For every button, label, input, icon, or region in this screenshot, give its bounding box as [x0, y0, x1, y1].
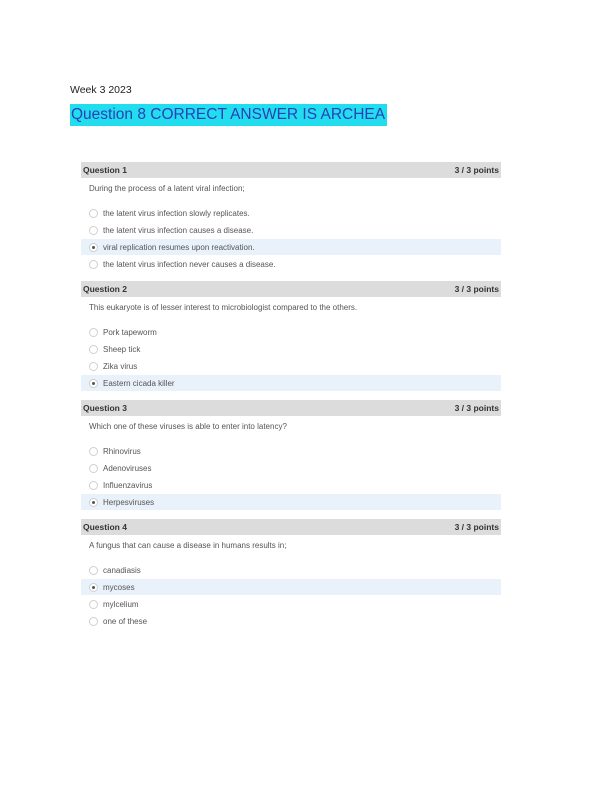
answer-option[interactable] [81, 239, 501, 255]
answer-option-label: mycoses [103, 582, 135, 592]
question-text: During the process of a latent viral infection; [89, 184, 245, 193]
radio-button-icon[interactable] [89, 226, 98, 235]
answer-option[interactable] [81, 205, 501, 221]
quiz-results [81, 162, 501, 638]
radio-button-icon[interactable] [89, 583, 98, 592]
question-header [81, 519, 501, 535]
answer-option[interactable] [81, 341, 501, 357]
answer-option[interactable] [81, 477, 501, 493]
answer-option[interactable] [81, 460, 501, 476]
question-title: Question 3 [83, 403, 127, 413]
answer-option-label: the latent virus infection slowly replicates. [103, 208, 250, 218]
answer-option-label: Zika virus [103, 361, 138, 371]
radio-button-icon[interactable] [89, 566, 98, 575]
radio-button-icon[interactable] [89, 379, 98, 388]
question-title: Question 2 [83, 284, 127, 294]
question-title: Question 4 [83, 522, 127, 532]
question-block [81, 400, 501, 510]
radio-button-icon[interactable] [89, 481, 98, 490]
radio-button-icon[interactable] [89, 362, 98, 371]
answer-option[interactable] [81, 358, 501, 374]
answer-option[interactable] [81, 494, 501, 510]
radio-button-icon[interactable] [89, 600, 98, 609]
answer-option-label: viral replication resumes upon reactivation. [103, 242, 255, 252]
question-block [81, 519, 501, 629]
answer-option-label: one of these [103, 616, 148, 626]
radio-button-icon[interactable] [89, 464, 98, 473]
answer-option[interactable] [81, 443, 501, 459]
answer-option-label: mylcelium [103, 599, 139, 609]
question-text: Which one of these viruses is able to enter into latency? [89, 422, 287, 431]
radio-button-icon[interactable] [89, 209, 98, 218]
radio-button-icon[interactable] [89, 243, 98, 252]
radio-dot-icon [92, 382, 95, 385]
question-points: 3 / 3 points [454, 165, 499, 175]
week-label: Week 3 2023 [70, 84, 132, 96]
radio-dot-icon [92, 501, 95, 504]
answer-option-label: Pork tapeworm [103, 327, 157, 337]
answer-option-label: Rhinovirus [103, 446, 141, 456]
radio-dot-icon [92, 586, 95, 589]
answer-option[interactable] [81, 613, 501, 629]
answer-options [81, 443, 501, 510]
answer-option[interactable] [81, 562, 501, 578]
radio-button-icon[interactable] [89, 447, 98, 456]
answer-option-label: the latent virus infection causes a disease. [103, 225, 254, 235]
question-header [81, 281, 501, 297]
radio-button-icon[interactable] [89, 498, 98, 507]
question-header [81, 400, 501, 416]
answer-option[interactable] [81, 222, 501, 238]
question-points: 3 / 3 points [454, 522, 499, 532]
radio-button-icon[interactable] [89, 345, 98, 354]
question-title: Question 1 [83, 165, 127, 175]
answer-option[interactable] [81, 256, 501, 272]
answer-option[interactable] [81, 324, 501, 340]
answer-option[interactable] [81, 375, 501, 391]
radio-button-icon[interactable] [89, 617, 98, 626]
question-points: 3 / 3 points [454, 403, 499, 413]
question-header [81, 162, 501, 178]
radio-dot-icon [92, 246, 95, 249]
question-text: A fungus that can cause a disease in humans results in; [89, 541, 287, 550]
question-block [81, 281, 501, 391]
answer-options [81, 324, 501, 391]
question-text: This eukaryote is of lesser interest to microbiologist compared to the others. [89, 303, 358, 312]
answer-option-label: Herpesviruses [103, 497, 155, 507]
question-block [81, 162, 501, 272]
answer-option-label: Influenzavirus [103, 480, 153, 490]
answer-option-label: Sheep tick [103, 344, 141, 354]
answer-option[interactable] [81, 579, 501, 595]
answer-banner: Question 8 CORRECT ANSWER IS ARCHEA [70, 104, 387, 126]
answer-option-label: the latent virus infection never causes a disease. [103, 259, 276, 269]
question-points: 3 / 3 points [454, 284, 499, 294]
answer-options [81, 205, 501, 272]
answer-option-label: Eastern cicada killer [103, 378, 175, 388]
answer-option[interactable] [81, 596, 501, 612]
answer-option-label: Adenoviruses [103, 463, 152, 473]
radio-button-icon[interactable] [89, 328, 98, 337]
radio-button-icon[interactable] [89, 260, 98, 269]
answer-options [81, 562, 501, 629]
answer-option-label: canadiasis [103, 565, 141, 575]
